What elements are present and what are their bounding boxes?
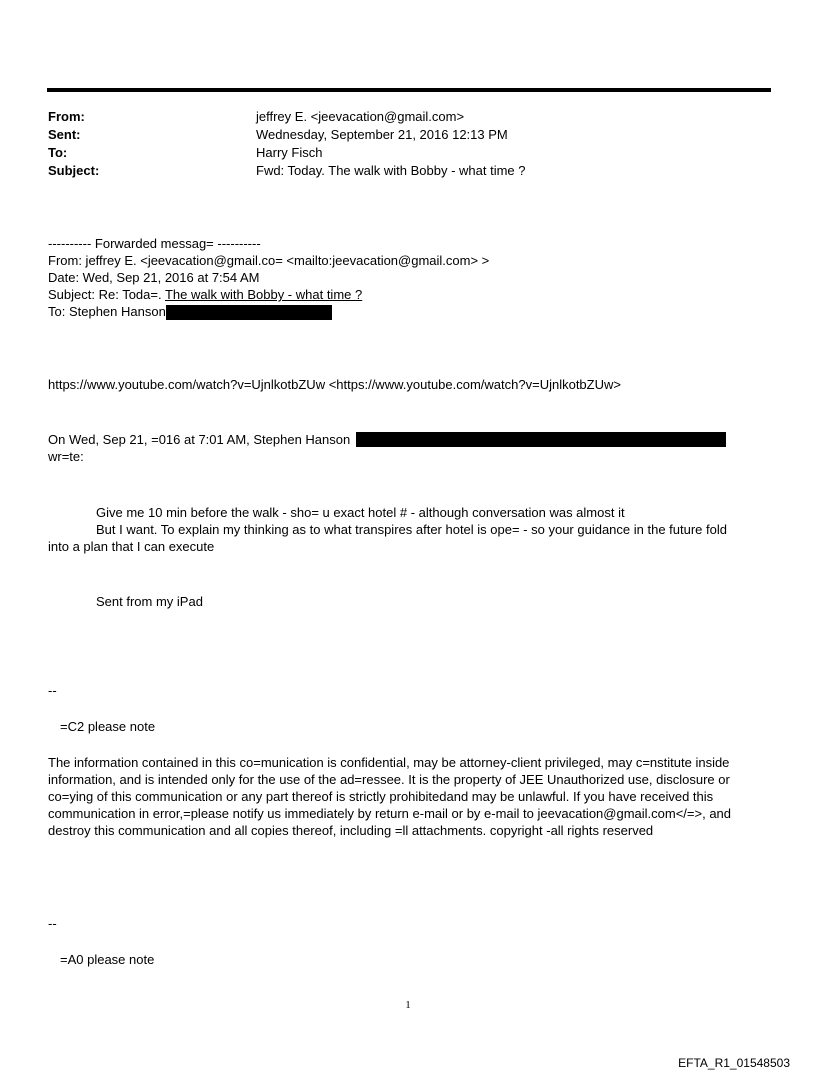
from-label: From: bbox=[48, 109, 85, 124]
to-label: To: bbox=[48, 145, 68, 160]
redaction-block bbox=[166, 305, 332, 320]
subject-value: Fwd: Today. The walk with Bobby - what time ? bbox=[256, 163, 526, 178]
forwarded-subject bbox=[48, 286, 362, 303]
bates-number: EFTA_R1_01548503 bbox=[678, 1056, 790, 1070]
please-note-2: =A0 please note bbox=[60, 952, 155, 967]
please-note-1: =C2 please note bbox=[60, 719, 156, 734]
subject-label: Subject: bbox=[48, 163, 100, 178]
sent-value: Wednesday, September 21, 2016 12:13 PM bbox=[256, 127, 508, 142]
quote-line-2: But I want. To explain my thinking as to what transpires after hotel is ope= - so your guidance in the future fold bbox=[96, 522, 727, 537]
to-value: Harry Fisch bbox=[256, 145, 323, 160]
redaction-block bbox=[356, 432, 726, 447]
forwarded-date: Date: Wed, Sep 21, 2016 at 7:54 AM bbox=[48, 270, 260, 285]
forwarded-to: To: Stephen Hanson bbox=[48, 304, 166, 319]
page-number: 1 bbox=[405, 999, 411, 1011]
forwarded-from: From: jeffrey E. <jeevacation@gmail.co= <mailto:jeevacation@gmail.com> > bbox=[48, 253, 490, 268]
forwarded-separator: ---------- Forwarded messag= ---------- bbox=[48, 236, 261, 251]
signature-separator: -- bbox=[48, 916, 57, 931]
quote-wrote: wr=te: bbox=[48, 449, 84, 464]
quote-line-3: into a plan that I can execute bbox=[48, 539, 215, 554]
from-value: jeffrey E. <jeevacation@gmail.com> bbox=[256, 109, 465, 124]
disclaimer: The information contained in this co=munication is confidential, may be attorney-client privileged, may c=nstitute inside information, and is intended only for the use of the ad=ressee. It is the property of JEE Unauthorized use, disclosure or co=ying of this communication or any part thereof is strictly prohibitedand may be unlawful. If you have received this communication in error,=please notify us immediately by return e-mail or by e-mail to jeevacation@gmail.com</=>, and destroy this communication and all copies thereof, including =ll attachments. copyright -all rights reserved bbox=[48, 755, 732, 838]
youtube-link[interactable]: https://www.youtube.com/watch?v=UjnlkotbZUw <https://www.youtube.com/watch?v=UjnlkotbZUw> bbox=[48, 377, 621, 392]
quote-line-1: Give me 10 min before the walk - sho= u exact hotel # - although conversation was almost it bbox=[96, 505, 625, 520]
quote-intro: On Wed, Sep 21, =016 at 7:01 AM, Stephen Hanson bbox=[48, 432, 351, 447]
forwarded-subject-prefix: Subject: Re: Toda=. bbox=[48, 287, 165, 302]
sent-label: Sent: bbox=[48, 127, 81, 142]
signature-separator: -- bbox=[48, 683, 57, 698]
sent-from: Sent from my iPad bbox=[96, 594, 203, 609]
forwarded-subject-rest: The walk with Bobby - what time ? bbox=[164, 287, 363, 302]
header-rule bbox=[47, 88, 771, 92]
